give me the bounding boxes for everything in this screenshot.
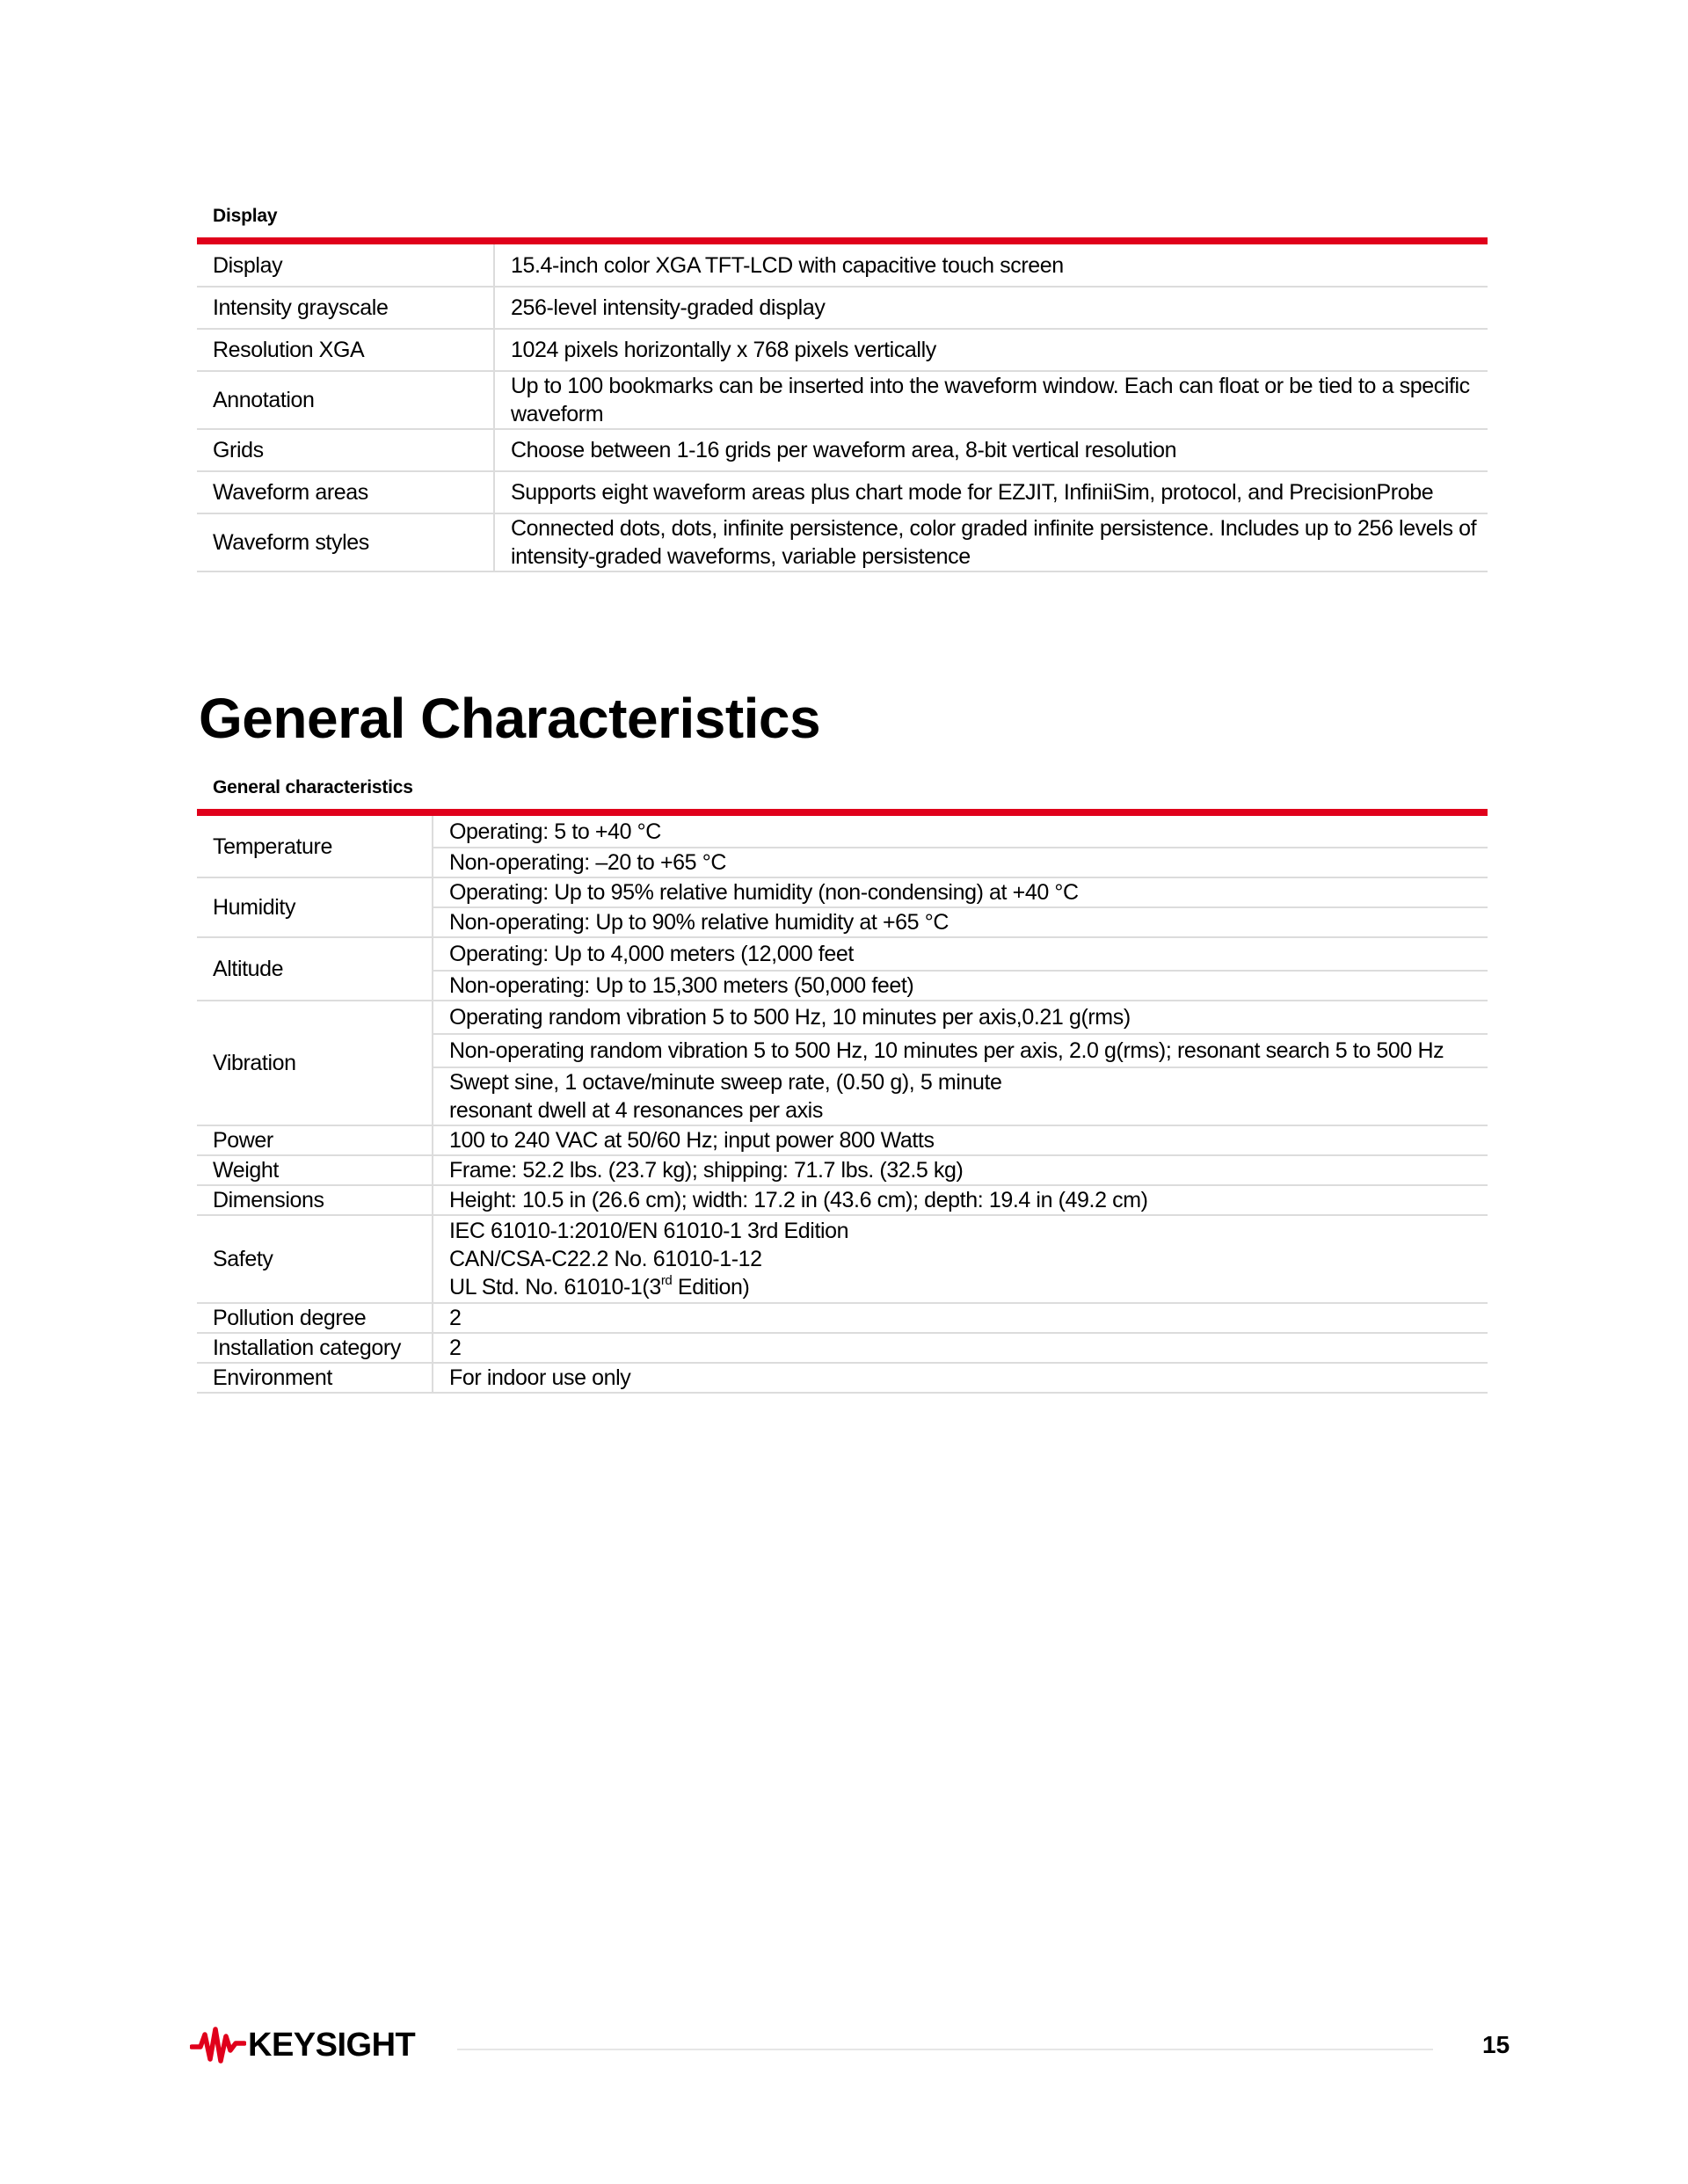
row-value: Connected dots, dots, infinite persistence, color graded infinite persistence. Includes up to 256 levels of intensity-graded waveforms, variable persistence: [494, 513, 1488, 571]
row-value: Supports eight waveform areas plus chart mode for EZJIT, InfiniiSim, protocol, and PrecisionProbe: [494, 471, 1488, 513]
row-label: Annotation: [197, 371, 494, 429]
row-value: Operating: Up to 95% relative humidity (non-condensing) at +40 °C: [433, 877, 1488, 907]
table-row: [197, 429, 1488, 471]
safety-line-2: CAN/CSA-C22.2 No. 61010-1-12: [449, 1247, 762, 1271]
general-table-caption: General characteristics: [213, 777, 413, 797]
table-row: [197, 877, 1488, 907]
keysight-wave-icon: [190, 2024, 246, 2066]
logo-text: KEYSIGHT: [248, 2026, 416, 2064]
table-row: [197, 1215, 1488, 1303]
row-value: Non-operating: Up to 90% relative humidity at +65 °C: [433, 907, 1488, 937]
red-rule: [197, 237, 1488, 244]
row-label: Intensity grayscale: [197, 287, 494, 329]
row-value: Non-operating random vibration 5 to 500 Hz, 10 minutes per axis, 2.0 g(rms); resonant search 5 to 500 Hz: [433, 1034, 1488, 1067]
row-value: 256-level intensity-graded display: [494, 287, 1488, 329]
safety-line-3-text-end: Edition): [672, 1275, 750, 1299]
safety-line-3-text: UL Std. No. 61010-1(3: [449, 1275, 661, 1299]
row-label: Temperature: [197, 816, 433, 877]
table-row: [197, 471, 1488, 513]
row-value: Up to 100 bookmarks can be inserted into the waveform window. Each can float or be tied to a specific waveform: [494, 371, 1488, 429]
swept-line-2: resonant dwell at 4 resonances per axis: [449, 1098, 823, 1123]
row-label: Safety: [197, 1215, 433, 1303]
row-value: Frame: 52.2 lbs. (23.7 kg); shipping: 71.7 lbs. (32.5 kg): [433, 1155, 1488, 1185]
table-row: [197, 244, 1488, 287]
display-table: [197, 244, 1488, 572]
row-value: 2: [433, 1333, 1488, 1363]
display-table-caption: Display: [213, 206, 278, 226]
row-value: Operating: Up to 4,000 meters (12,000 feet: [433, 937, 1488, 971]
row-label: Humidity: [197, 877, 433, 937]
page-number: 15: [1482, 2031, 1510, 2058]
table-row: [197, 816, 1488, 848]
row-value: 15.4-inch color XGA TFT-LCD with capacitive touch screen: [494, 244, 1488, 287]
row-value: Operating random vibration 5 to 500 Hz, 10 minutes per axis,0.21 g(rms): [433, 1001, 1488, 1034]
table-row: [197, 1185, 1488, 1215]
table-row: [197, 513, 1488, 571]
row-value: Operating: 5 to +40 °C: [433, 816, 1488, 848]
table-row: [197, 329, 1488, 371]
row-value: Choose between 1-16 grids per waveform area, 8-bit vertical resolution: [494, 429, 1488, 471]
table-row: [197, 937, 1488, 971]
table-row: [197, 287, 1488, 329]
table-row: [197, 1155, 1488, 1185]
safety-line-3: [449, 1273, 1488, 1301]
row-label: Altitude: [197, 937, 433, 1001]
row-label: Grids: [197, 429, 494, 471]
red-rule: [197, 809, 1488, 816]
row-label: Installation category: [197, 1333, 433, 1363]
row-label: Resolution XGA: [197, 329, 494, 371]
row-value: For indoor use only: [433, 1363, 1488, 1393]
table-row: [197, 1001, 1488, 1034]
row-value: 2: [433, 1303, 1488, 1333]
table-row: [197, 1333, 1488, 1363]
row-label: Dimensions: [197, 1185, 433, 1215]
safety-line-1: IEC 61010-1:2010/EN 61010-1 3rd Edition: [449, 1219, 849, 1243]
row-value: [433, 1215, 1488, 1303]
swept-line-1: Swept sine, 1 octave/minute sweep rate, (0.50 g), 5 minute: [449, 1070, 1002, 1095]
row-value: Non-operating: –20 to +65 °C: [433, 848, 1488, 877]
row-value: [433, 1067, 1488, 1125]
row-value: 100 to 240 VAC at 50/60 Hz; input power 800 Watts: [433, 1125, 1488, 1155]
row-label: Environment: [197, 1363, 433, 1393]
row-label: Waveform styles: [197, 513, 494, 571]
section-title: General Characteristics: [199, 687, 821, 750]
row-label: Display: [197, 244, 494, 287]
row-label: Waveform areas: [197, 471, 494, 513]
table-row: [197, 1303, 1488, 1333]
row-label: Vibration: [197, 1001, 433, 1125]
table-row: [197, 371, 1488, 429]
keysight-logo: [190, 2024, 415, 2066]
superscript: rd: [660, 1272, 673, 1288]
row-label: Weight: [197, 1155, 433, 1185]
row-label: Power: [197, 1125, 433, 1155]
table-row: [197, 1363, 1488, 1393]
row-value: Non-operating: Up to 15,300 meters (50,000 feet): [433, 971, 1488, 1001]
table-row: [197, 1125, 1488, 1155]
footer-divider: [457, 2049, 1433, 2050]
row-label: Pollution degree: [197, 1303, 433, 1333]
row-value: 1024 pixels horizontally x 768 pixels vertically: [494, 329, 1488, 371]
general-table: [197, 816, 1488, 1394]
row-value: Height: 10.5 in (26.6 cm); width: 17.2 in (43.6 cm); depth: 19.4 in (49.2 cm): [433, 1185, 1488, 1215]
